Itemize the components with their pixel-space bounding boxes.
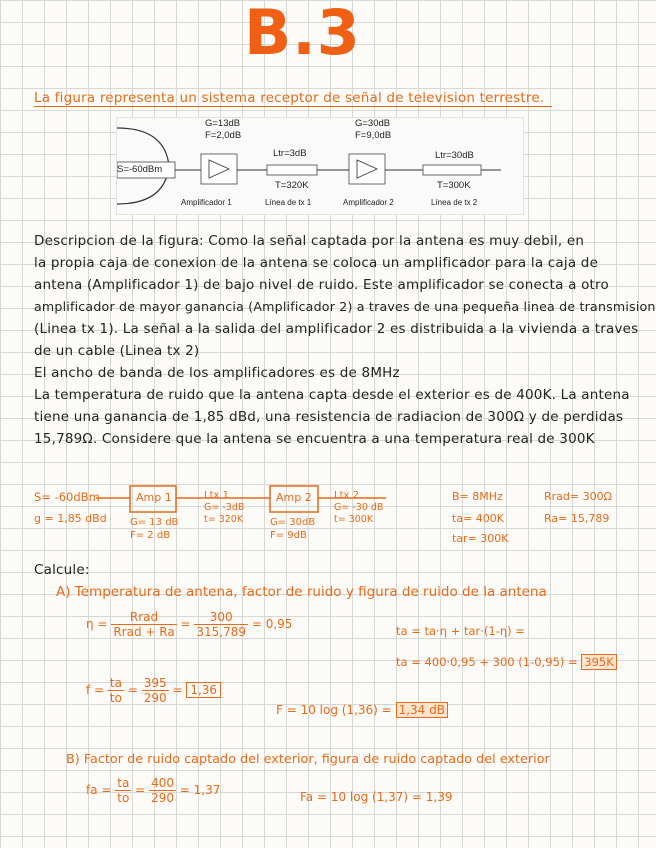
line2-box: [423, 165, 481, 175]
f-formula: f = $\frac{ta}{to}$ = $\frac{395}{290}$ = 1,36: [86, 676, 221, 705]
page-title: B.3: [244, 0, 361, 69]
param-ta: ta= 400K: [452, 512, 504, 525]
sketch-source: S= -60dBm: [34, 490, 100, 504]
sketch-line2-label: Ltx 2: [334, 490, 359, 501]
part-a-heading: A) Temperatura de antena, factor de ruido y figura de ruido de la antena: [56, 584, 547, 600]
fa-result: = 1,37: [179, 783, 221, 797]
f-num: ta: [109, 676, 122, 690]
ta-calc: [396, 655, 617, 669]
amp2-box: [349, 154, 385, 184]
source-label: S=-60dBm: [117, 164, 163, 175]
f-fraction-values: [142, 676, 169, 705]
intro-underline: [34, 106, 552, 107]
Fa-calc: Fa = 10 log (1,37) = 1,39: [300, 790, 453, 804]
description-line-3: amplificador de mayor ganancia (Amplificador 2) a traves de una pequeña linea de transmision: [34, 299, 656, 314]
description-line-2: antena (Amplificador 1) de bajo nivel de ruido. Este amplificador se conecta a otro: [34, 277, 609, 293]
param-ra: Ra= 15,789: [544, 512, 610, 525]
eta-num: Rrad: [111, 610, 176, 625]
system-diagram: [116, 117, 524, 215]
line1-box: [267, 165, 317, 175]
eta-lhs: η =: [86, 617, 108, 631]
eta-formula: η = $\frac{\text{Rrad}}{\text{Rrad + Ra}}$ = $\frac{300}{315,789}$ = 0,95: [86, 610, 293, 639]
description-line-0: Descripcion de la figura: Como la señal captada por la antena es muy debil, en: [34, 233, 585, 249]
f-den-value: 290: [143, 691, 167, 705]
description-line-9: 15,789Ω. Considere que la antena se encuentra a una temperatura real de 300K: [34, 431, 595, 447]
amp1-nf: F=2,0dB: [205, 130, 242, 141]
sketch-gain: g = 1,85 dBd: [34, 512, 107, 525]
line2-temp: T=300K: [437, 180, 471, 191]
line1-temp: T=320K: [275, 180, 309, 191]
fa-lhs: fa =: [86, 783, 112, 797]
description-line-8: tiene una ganancia de 1,85 dBd, una resistencia de radiacion de 300Ω y de perdidas: [34, 409, 624, 425]
eta-num-value: 300: [194, 610, 248, 625]
part-b-heading: B) Factor de ruido captado del exterior, figura de ruido captado del exterior: [66, 752, 550, 767]
fa-formula: fa = $\frac{ta}{to}$ = $\frac{400}{290}$ = 1,37: [86, 776, 221, 805]
amp1-label: Amplificador 1: [181, 198, 232, 207]
description-line-4: (Linea tx 1). La señal a la salida del amplificador 2 es distribuida a la vivienda a traves: [34, 321, 639, 337]
fa-num-value: 400: [151, 776, 174, 790]
fa-den: to: [117, 791, 130, 805]
sketch-amp2-g: G= 30dB: [270, 517, 316, 528]
f-fraction: [108, 676, 124, 705]
amp1-gain: G=13dB: [205, 118, 241, 129]
line1-label: Línea de tx 1: [265, 198, 312, 207]
sketch-amp2-label: Amp 2: [276, 491, 312, 504]
description-line-6: El ancho de banda de los amplificadores es de 8MHz: [34, 365, 400, 381]
eta-fraction-values: [194, 610, 248, 639]
amp2-gain: G=30dB: [355, 118, 391, 129]
amp2-nf: F=9,0dB: [355, 130, 392, 141]
fa-fraction-values: [149, 776, 176, 805]
param-bandwidth: B= 8MHz: [452, 490, 503, 503]
fa-num: ta: [117, 776, 130, 790]
sketch-line1-t: t= 320K: [204, 514, 244, 525]
line2-label: Línea de tx 2: [431, 198, 478, 207]
sketch-line1-label: Ltx 1: [204, 490, 229, 501]
amp1-box: [201, 154, 237, 184]
calc-heading: Calcule:: [34, 562, 90, 578]
f-num-value: 395: [143, 676, 167, 690]
description-line-7: La temperatura de ruido que la antena capta desde el exterior es de 400K. La antena: [34, 387, 630, 403]
description-line-1: la propia caja de conexion de la antena se coloca un amplificador para la caja de: [34, 255, 599, 271]
eta-den-value: 315,789: [196, 625, 247, 639]
amp2-label: Amplificador 2: [343, 198, 394, 207]
param-rrad: Rrad= 300Ω: [544, 490, 613, 503]
eta-fraction: [111, 610, 176, 639]
eta-den: Rrad + Ra: [113, 625, 175, 639]
F-result: 1,34 dB: [396, 702, 448, 718]
F-calc-text: F = 10 log (1,36) =: [276, 703, 392, 717]
fa-den-value: 290: [151, 791, 174, 805]
sketch-line2-t: t= 300K: [334, 514, 374, 525]
F-calc: [276, 703, 448, 717]
f-result: 1,36: [186, 682, 221, 698]
param-tar: tar= 300K: [452, 532, 509, 545]
line1-loss: Ltr=3dB: [273, 148, 307, 159]
sketch-line1-g: G= -3dB: [204, 502, 245, 513]
f-lhs: f =: [86, 683, 105, 697]
ta-calc-text: ta = 400·0,95 + 300 (1-0,95) =: [396, 655, 578, 669]
ta-result: 395K: [581, 654, 617, 670]
fa-fraction: [115, 776, 131, 805]
sketch-amp2-f: F= 9dB: [270, 530, 307, 541]
sketch-amp1-f: F= 2 dB: [130, 530, 171, 541]
description-line-5: de un cable (Linea tx 2): [34, 343, 200, 359]
intro-text: La figura representa un sistema receptor de señal de television terrestre.: [34, 90, 545, 106]
line2-loss: Ltr=30dB: [435, 150, 474, 161]
ta-formula: ta = ta·η + tar·(1-η) =: [396, 624, 525, 638]
sketch-line2-g: G= -30 dB: [334, 502, 384, 513]
f-den: to: [109, 691, 122, 705]
sketch-amp1-g: G= 13 dB: [130, 517, 179, 528]
sketch-amp1-label: Amp 1: [136, 491, 172, 504]
eta-result: = 0,95: [251, 617, 293, 631]
